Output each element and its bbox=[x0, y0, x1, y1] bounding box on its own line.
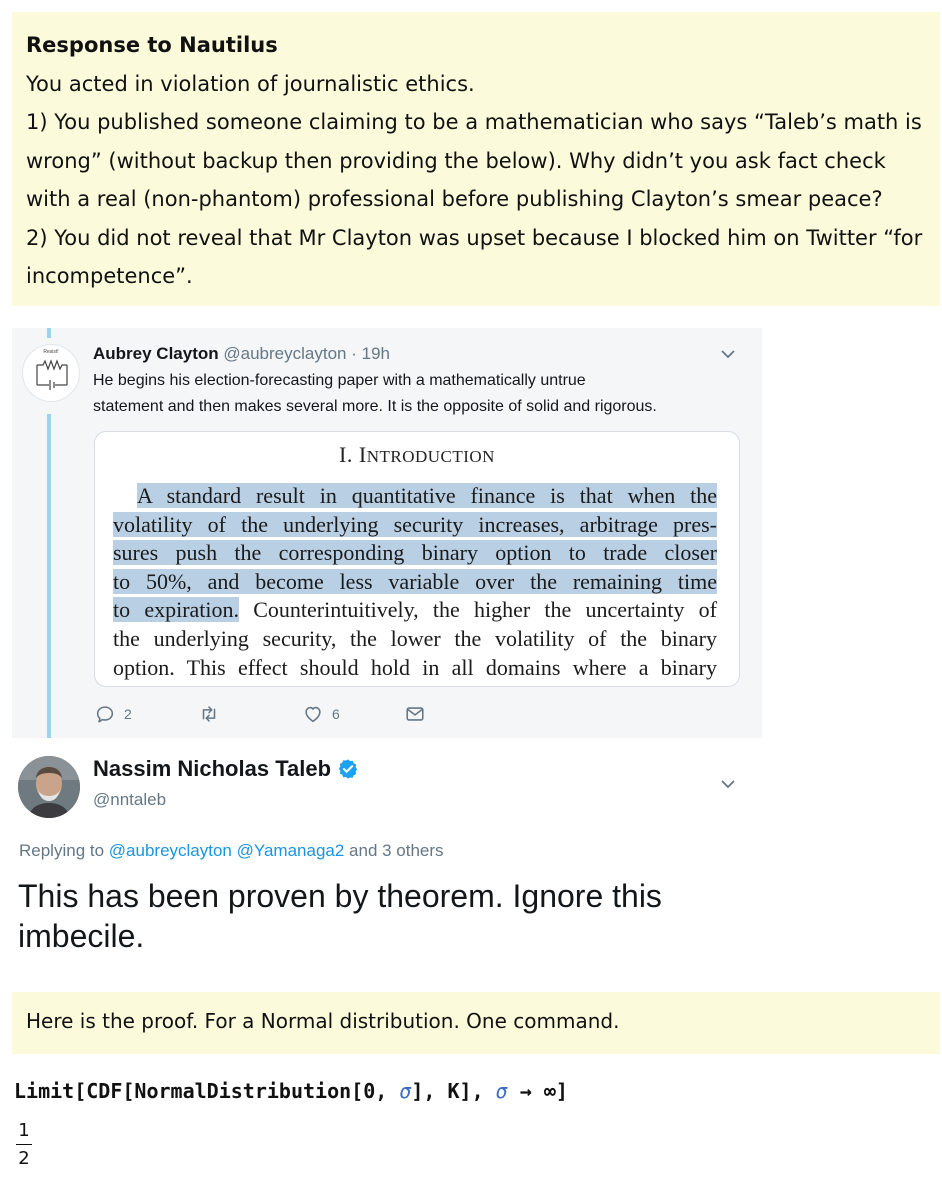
math-code: → ∞] bbox=[507, 1079, 568, 1103]
section-number: I. bbox=[339, 442, 353, 467]
author-name-text: Nassim Nicholas Taleb bbox=[93, 756, 332, 781]
verified-badge-icon bbox=[337, 758, 359, 780]
note-title: Response to Nautilus bbox=[26, 33, 278, 57]
paper-line bbox=[113, 625, 717, 654]
separator: · bbox=[351, 344, 357, 363]
paper-line bbox=[113, 482, 717, 511]
note-line: wrong” (without backup then providing the below). Why didn’t you ask fact check bbox=[26, 148, 886, 173]
note-line: You acted in violation of journalistic ethics. bbox=[26, 71, 475, 96]
mention-link[interactable]: @Yamanaga2 bbox=[236, 841, 345, 860]
mention-link[interactable]: @aubreyclayton bbox=[108, 841, 232, 860]
reply-icon bbox=[94, 703, 116, 725]
profile-photo bbox=[18, 756, 80, 818]
math-output-fraction bbox=[16, 1120, 32, 1169]
thread-line bbox=[47, 328, 51, 338]
denominator: 2 bbox=[18, 1148, 30, 1169]
note-line: incompetence”. bbox=[26, 264, 193, 288]
paper-line bbox=[113, 596, 717, 625]
tweet-text-line: This has been proven by theorem. Ignore this bbox=[18, 878, 662, 914]
author-name[interactable] bbox=[93, 756, 359, 782]
direct-message-button[interactable] bbox=[404, 703, 426, 725]
tweet-text-line: imbecile. bbox=[18, 918, 145, 954]
fraction-bar bbox=[16, 1144, 32, 1145]
thread-line bbox=[47, 414, 51, 738]
note-line: 2) You did not reveal that Mr Clayton was upset because I blocked him on Twitter “for bbox=[26, 225, 923, 250]
math-variable: σ bbox=[495, 1079, 508, 1103]
math-code: Limit[CDF[NormalDistribution[0, bbox=[14, 1079, 400, 1103]
like-button[interactable] bbox=[302, 703, 340, 725]
like-count: 6 bbox=[332, 706, 340, 722]
proof-note bbox=[12, 992, 940, 1054]
math-input bbox=[14, 1079, 568, 1103]
avatar-label: Resist! bbox=[43, 349, 59, 355]
paper-line bbox=[113, 511, 717, 540]
tweet-text-line: statement and then makes several more. It is the opposite of solid and rigorous. bbox=[93, 398, 657, 415]
paper-line bbox=[113, 568, 717, 597]
note-line: 1) You published someone claiming to be a mathematician who says “Taleb’s math is bbox=[26, 110, 922, 134]
paper-line bbox=[113, 654, 717, 683]
response-note bbox=[12, 12, 940, 306]
highlighted-text: to expiration. bbox=[113, 597, 240, 623]
highlighted-text: volatility of the underlying security increases, arbitrage pres- bbox=[113, 511, 717, 537]
chevron-down-icon[interactable] bbox=[720, 348, 736, 360]
tweet-text bbox=[93, 368, 753, 420]
author-name[interactable]: Aubrey Clayton bbox=[93, 344, 219, 363]
heading-rest: NTRODUCTION bbox=[366, 447, 495, 466]
paper-heading bbox=[95, 442, 739, 468]
timestamp[interactable]: 19h bbox=[361, 344, 390, 363]
reply-button[interactable] bbox=[94, 703, 132, 725]
author-handle[interactable]: @nntaleb bbox=[93, 790, 167, 809]
heart-icon bbox=[302, 703, 324, 725]
highlighted-text: to 50%, and become less variable over the remaining time bbox=[113, 568, 717, 594]
chevron-down-icon[interactable] bbox=[720, 778, 736, 790]
paper-text: Counterintuitively, the higher the uncertainty of bbox=[239, 597, 717, 623]
reply-count: 2 bbox=[124, 706, 132, 722]
note-line: with a real (non-phantom) professional before publishing Clayton’s smear peace? bbox=[26, 187, 883, 211]
math-variable: σ bbox=[399, 1079, 412, 1103]
envelope-icon bbox=[404, 703, 426, 725]
replying-to bbox=[19, 841, 444, 861]
heading-initial: I bbox=[358, 442, 367, 467]
paper-text: option. This effect should hold in all domains where a binary bbox=[113, 654, 717, 680]
retweet-button[interactable] bbox=[198, 703, 228, 725]
author-handle[interactable]: @aubreyclayton bbox=[223, 344, 347, 363]
tweet-header bbox=[93, 344, 390, 364]
retweet-icon bbox=[198, 703, 220, 725]
reply-prefix: Replying to bbox=[19, 841, 109, 860]
paper-text: the underlying security, the lower the volatility of the binary bbox=[113, 625, 717, 651]
attached-image[interactable] bbox=[94, 431, 740, 687]
numerator: 1 bbox=[18, 1120, 30, 1141]
proof-note-text: Here is the proof. For a Normal distribution. One command. bbox=[26, 1009, 620, 1033]
tweet-text-line: He begins his election-forecasting paper with a mathematically untrue bbox=[93, 372, 586, 389]
math-code: ], K], bbox=[411, 1079, 496, 1103]
reply-suffix[interactable]: and 3 others bbox=[344, 841, 444, 860]
highlighted-text: sures push the corresponding binary option to trade closer bbox=[113, 540, 717, 566]
avatar[interactable] bbox=[22, 344, 80, 402]
tweet-text bbox=[18, 876, 778, 956]
avatar[interactable] bbox=[18, 756, 80, 818]
paper-body bbox=[113, 482, 717, 682]
tweet-clayton[interactable] bbox=[12, 328, 762, 738]
highlighted-text: A standard result in quantitative finance is that when the bbox=[137, 483, 717, 508]
paper-line bbox=[113, 539, 717, 568]
